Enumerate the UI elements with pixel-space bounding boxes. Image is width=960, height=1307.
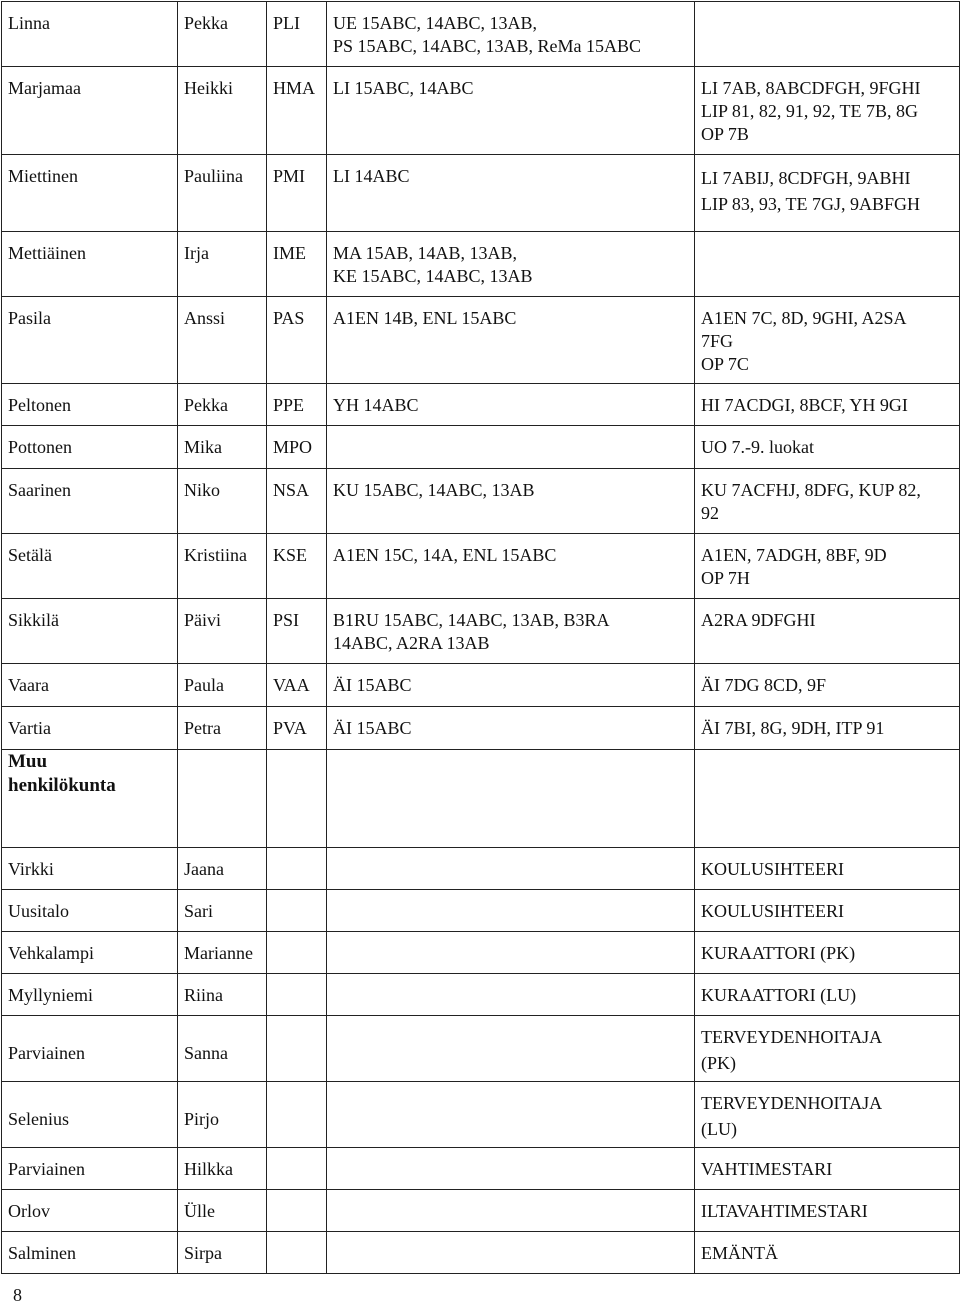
staff-surname: Parviainen — [2, 1016, 178, 1082]
teacher-comprehensive-courses: A2RA 9DFGHI — [695, 599, 960, 664]
teacher-row — [2, 469, 960, 534]
teacher-surname: Pasila — [2, 297, 178, 384]
empty-cell — [327, 1082, 695, 1148]
teacher-comprehensive-courses — [695, 232, 960, 297]
staff-surname: Selenius — [2, 1082, 178, 1148]
staff-surname: Orlov — [2, 1190, 178, 1232]
staff-firstname: Sanna — [178, 1016, 267, 1082]
teacher-comprehensive-courses: ÄI 7BI, 8G, 9DH, ITP 91 — [695, 707, 960, 750]
teacher-firstname: Mika — [178, 426, 267, 469]
staff-role: ILTAVAHTIMESTARI — [695, 1190, 960, 1232]
teacher-high-school-courses: A1EN 14B, ENL 15ABC — [327, 297, 695, 384]
staff-surname: Parviainen — [2, 1148, 178, 1190]
teacher-surname: Miettinen — [2, 155, 178, 232]
teacher-code: PMI — [267, 155, 327, 232]
staff-role: TERVEYDENHOITAJA (LU) — [695, 1082, 960, 1148]
staff-row — [2, 1190, 960, 1232]
teacher-row — [2, 155, 960, 232]
empty-cell — [327, 1232, 695, 1274]
staff-row — [2, 1016, 960, 1082]
staff-row — [2, 848, 960, 890]
empty-cell — [695, 750, 960, 848]
teacher-firstname: Anssi — [178, 297, 267, 384]
teacher-code: MPO — [267, 426, 327, 469]
teacher-high-school-courses — [327, 426, 695, 469]
teacher-high-school-courses: LI 14ABC — [327, 155, 695, 232]
teacher-surname: Peltonen — [2, 384, 178, 426]
staff-row — [2, 932, 960, 974]
staff-role: VAHTIMESTARI — [695, 1148, 960, 1190]
empty-cell — [267, 1016, 327, 1082]
teacher-comprehensive-courses: A1EN, 7ADGH, 8BF, 9D OP 7H — [695, 534, 960, 599]
teacher-row — [2, 232, 960, 297]
empty-cell — [267, 1232, 327, 1274]
teacher-high-school-courses: YH 14ABC — [327, 384, 695, 426]
empty-cell — [267, 974, 327, 1016]
empty-cell — [267, 1190, 327, 1232]
empty-cell — [267, 848, 327, 890]
teacher-row — [2, 707, 960, 750]
empty-cell — [327, 1016, 695, 1082]
teacher-comprehensive-courses: ÄI 7DG 8CD, 9F — [695, 664, 960, 707]
teacher-high-school-courses: LI 15ABC, 14ABC — [327, 67, 695, 155]
teacher-row — [2, 297, 960, 384]
staff-surname: Uusitalo — [2, 890, 178, 932]
staff-surname: Vehkalampi — [2, 932, 178, 974]
teacher-comprehensive-courses: HI 7ACDGI, 8BCF, YH 9GI — [695, 384, 960, 426]
teacher-row — [2, 2, 960, 67]
staff-role: KURAATTORI (LU) — [695, 974, 960, 1016]
teacher-code: HMA — [267, 67, 327, 155]
teacher-comprehensive-courses: LI 7ABIJ, 8CDFGH, 9ABHI LIP 83, 93, TE 7GJ, 9ABFGH — [695, 155, 960, 232]
staff-surname: Salminen — [2, 1232, 178, 1274]
teacher-comprehensive-courses: UO 7.-9. luokat — [695, 426, 960, 469]
teacher-firstname: Pekka — [178, 2, 267, 67]
empty-cell — [327, 848, 695, 890]
staff-firstname: Hilkka — [178, 1148, 267, 1190]
staff-row — [2, 1148, 960, 1190]
empty-cell — [327, 932, 695, 974]
staff-row — [2, 974, 960, 1016]
teacher-high-school-courses: A1EN 15C, 14A, ENL 15ABC — [327, 534, 695, 599]
staff-row — [2, 890, 960, 932]
staff-firstname: Marianne — [178, 932, 267, 974]
empty-cell — [327, 1190, 695, 1232]
staff-row — [2, 1082, 960, 1148]
staff-role: KURAATTORI (PK) — [695, 932, 960, 974]
teacher-code: VAA — [267, 664, 327, 707]
staff-role: EMÄNTÄ — [695, 1232, 960, 1274]
staff-role: TERVEYDENHOITAJA (PK) — [695, 1016, 960, 1082]
empty-cell — [267, 750, 327, 848]
teacher-high-school-courses: B1RU 15ABC, 14ABC, 13AB, B3RA 14ABC, A2RA 13AB — [327, 599, 695, 664]
staff-firstname: Ülle — [178, 1190, 267, 1232]
teacher-firstname: Petra — [178, 707, 267, 750]
teacher-code: PLI — [267, 2, 327, 67]
empty-cell — [327, 750, 695, 848]
teacher-code: PVA — [267, 707, 327, 750]
teacher-surname: Vartia — [2, 707, 178, 750]
staff-role: KOULUSIHTEERI — [695, 890, 960, 932]
teacher-surname: Sikkilä — [2, 599, 178, 664]
teacher-row — [2, 534, 960, 599]
teacher-code: PPE — [267, 384, 327, 426]
empty-cell — [327, 1148, 695, 1190]
page-number: 8 — [13, 1285, 22, 1305]
empty-cell — [267, 890, 327, 932]
teacher-code: PAS — [267, 297, 327, 384]
staff-row — [2, 1232, 960, 1274]
teacher-code: PSI — [267, 599, 327, 664]
teacher-comprehensive-courses: LI 7AB, 8ABCDFGH, 9FGHI LIP 81, 82, 91, 92, TE 7B, 8G OP 7B — [695, 67, 960, 155]
teacher-surname: Vaara — [2, 664, 178, 707]
teacher-surname: Marjamaa — [2, 67, 178, 155]
staff-firstname: Jaana — [178, 848, 267, 890]
teacher-row — [2, 664, 960, 707]
empty-cell — [267, 1082, 327, 1148]
empty-cell — [267, 932, 327, 974]
teacher-firstname: Pauliina — [178, 155, 267, 232]
teacher-firstname: Niko — [178, 469, 267, 534]
staff-surname: Myllyniemi — [2, 974, 178, 1016]
staff-firstname: Pirjo — [178, 1082, 267, 1148]
teacher-code: NSA — [267, 469, 327, 534]
teacher-firstname: Päivi — [178, 599, 267, 664]
teacher-code: IME — [267, 232, 327, 297]
teacher-firstname: Kristiina — [178, 534, 267, 599]
teacher-firstname: Irja — [178, 232, 267, 297]
staff-surname: Virkki — [2, 848, 178, 890]
teacher-high-school-courses: ÄI 15ABC — [327, 707, 695, 750]
teacher-comprehensive-courses: A1EN 7C, 8D, 9GHI, A2SA 7FG OP 7C — [695, 297, 960, 384]
staff-firstname: Riina — [178, 974, 267, 1016]
staff-role: KOULUSIHTEERI — [695, 848, 960, 890]
teacher-high-school-courses: ÄI 15ABC — [327, 664, 695, 707]
empty-cell — [327, 890, 695, 932]
teacher-high-school-courses: KU 15ABC, 14ABC, 13AB — [327, 469, 695, 534]
teacher-surname: Mettiäinen — [2, 232, 178, 297]
teacher-firstname: Paula — [178, 664, 267, 707]
staff-firstname: Sari — [178, 890, 267, 932]
teacher-surname: Linna — [2, 2, 178, 67]
teacher-row — [2, 67, 960, 155]
teacher-row — [2, 599, 960, 664]
empty-cell — [327, 974, 695, 1016]
teacher-surname: Pottonen — [2, 426, 178, 469]
teacher-row — [2, 384, 960, 426]
staff-firstname: Sirpa — [178, 1232, 267, 1274]
empty-cell — [178, 750, 267, 848]
teacher-firstname: Heikki — [178, 67, 267, 155]
staff-table — [1, 1, 960, 1274]
teacher-surname: Setälä — [2, 534, 178, 599]
other-staff-heading: Muu henkilökunta — [2, 750, 178, 848]
teacher-firstname: Pekka — [178, 384, 267, 426]
teacher-comprehensive-courses — [695, 2, 960, 67]
teacher-surname: Saarinen — [2, 469, 178, 534]
teacher-high-school-courses: MA 15AB, 14AB, 13AB, KE 15ABC, 14ABC, 13AB — [327, 232, 695, 297]
empty-cell — [267, 1148, 327, 1190]
teacher-code: KSE — [267, 534, 327, 599]
teacher-high-school-courses: UE 15ABC, 14ABC, 13AB, PS 15ABC, 14ABC, 13AB, ReMa 15ABC — [327, 2, 695, 67]
teacher-comprehensive-courses: KU 7ACFHJ, 8DFG, KUP 82, 92 — [695, 469, 960, 534]
other-staff-heading-row — [2, 750, 960, 848]
teacher-row — [2, 426, 960, 469]
